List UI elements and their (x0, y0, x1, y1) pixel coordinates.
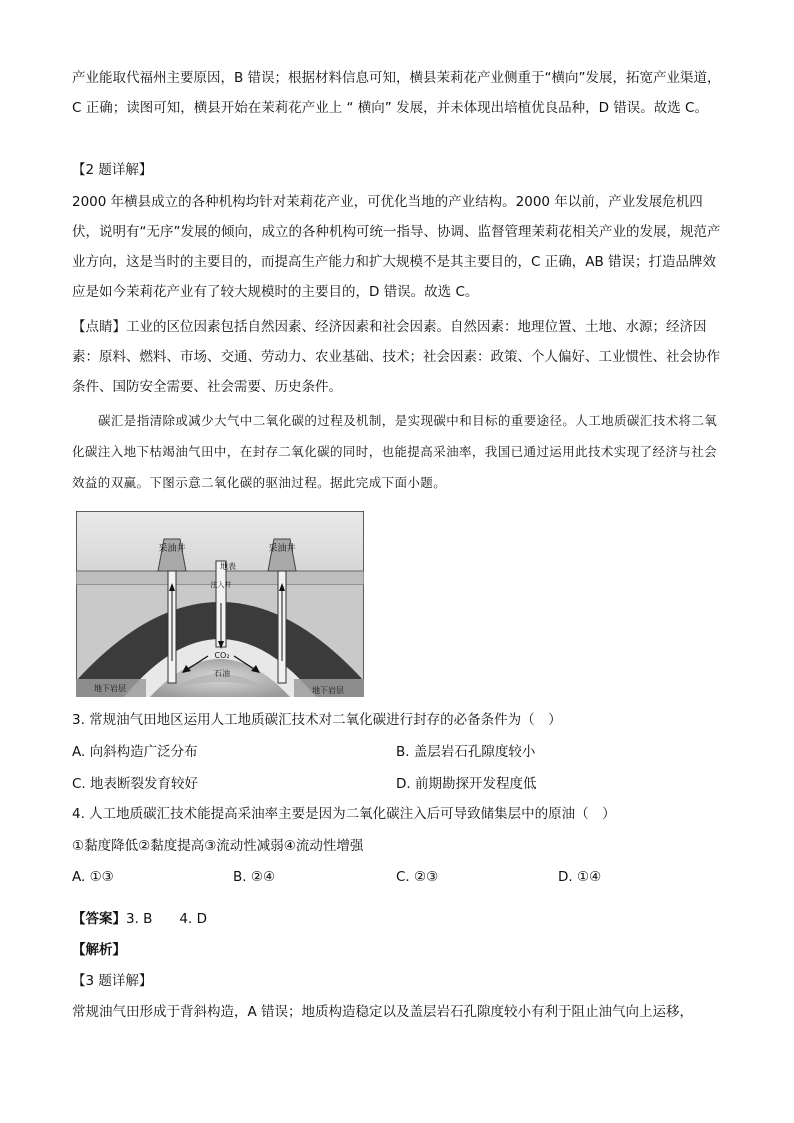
q4-option-c: C. ②③ (396, 869, 439, 885)
right-well-label: 采油井 (268, 544, 296, 554)
tip-paragraph: 【点睛】工业的区位因素包括自然因素、经济因素和社会因素。自然因素：地理位置、土地、水源；经济因素：原料、燃料、市场、交通、劳动力、农业基础、技术；社会因素：政策、个人偏好、工业惯性、社会协作条件、国防安全需要、社会需要、历史条件。 (72, 319, 720, 395)
paragraph-2: 2000 年横县成立的各种机构均针对茉莉花产业，可优化当地的产业结构。2000 年以前，产业发展危机四伏，说明有“无序”发展的倾向，成立的各种机构可统一指导、协调、监督管理茉莉花相关产业的发展，规范产业方向，这是当时的主要目的，而提高生产能力和扩大规模不是其主要目的，C 正确，AB 错误；打造品牌效应是如今茉莉花产业有了较大规模时的主要目的，D 错误。故选 C。 (72, 194, 721, 300)
q4-option-d: D. ①④ (558, 869, 602, 885)
answer-line (72, 906, 207, 932)
q3-detail-text: 常规油气田形成于背斜构造，A 错误；地质构造稳定以及盖层岩石孔隙度较小有利于阻止油气向上运移， (72, 1004, 694, 1020)
co2-label: CO₂ (214, 651, 230, 660)
q4-option-a: A. ①③ (72, 869, 114, 885)
question-3-stem: 3. 常规油气田地区运用人工地质碳汇技术对二氧化碳进行封存的必备条件为（ ） (72, 712, 562, 728)
analysis-label: 【解析】 (72, 942, 126, 958)
left-well-label: 采油井 (158, 544, 186, 554)
oil-label: 石油 (214, 669, 230, 678)
q3-option-d: D. 前期勘探开发程度低 (396, 776, 537, 792)
left-rock-label: 地下岩层 (94, 684, 126, 693)
q3-option-c: C. 地表断裂发育较好 (72, 776, 199, 792)
right-rock-label: 地下岩层 (312, 686, 344, 695)
q4-items: ①黏度降低②黏度提高③流动性减弱④流动性增强 (72, 838, 364, 854)
question-4-stem: 4. 人工地质碳汇技术能提高采油率主要是因为二氧化碳注入后可导致储集层中的原油（ ） (72, 806, 616, 822)
co2-oil-displacement-diagram (76, 511, 364, 697)
q4-option-b: B. ②④ (233, 869, 276, 885)
injection-well-label: 注入井 (210, 581, 232, 589)
answer-text: 3. B 4. D (126, 911, 207, 927)
q3-detail-label: 【3 题详解】 (72, 973, 153, 989)
q3-option-a: A. 向斜构造广泛分布 (72, 744, 198, 760)
q3-option-b: B. 盖层岩石孔隙度较小 (396, 744, 536, 760)
section-heading-2: 【2 题详解】 (72, 162, 153, 178)
answer-label: 【答案】 (72, 911, 126, 927)
surface-label: 地表 (220, 562, 236, 571)
material-paragraph: 碳汇是指清除或减少大气中二氧化碳的过程及机制，是实现碳中和目标的重要途径。人工地质碳汇技术将二氧化碳注入地下枯竭油气田中，在封存二氧化碳的同时，也能提高采油率，我国已通过运用此技术实现了经济与社会效益的双赢。下图示意二氧化碳的驱油过程。据此完成下面小题。 (72, 413, 718, 490)
paragraph-1: 产业能取代福州主要原因，B 错误；根据材料信息可知，横县茉莉花产业侧重于“横向”发展，拓宽产业渠道，C 正确；读图可知，横县开始在茉莉花产业上 “ 横向” 发展，并未体现出培植优良品种，D 错误。故选 C。 (72, 70, 721, 116)
